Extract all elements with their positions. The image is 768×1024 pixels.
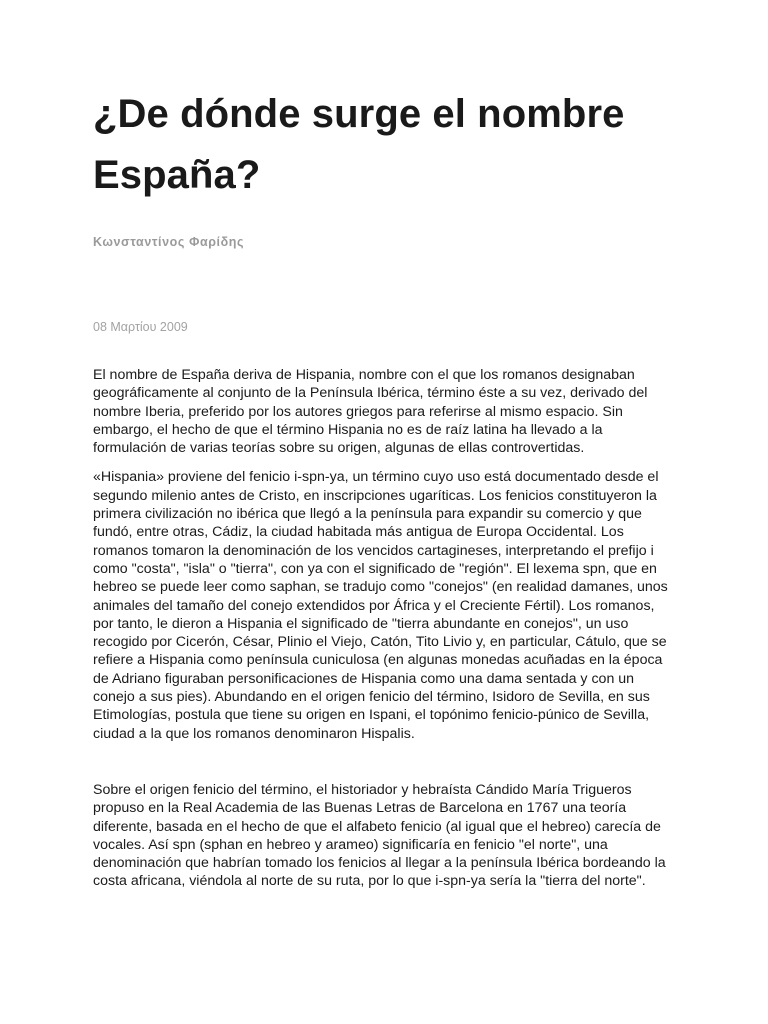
article-body <box>93 366 677 891</box>
paragraph: «Hispania» proviene del fenicio i-spn-ya, un término cuyo uso está documentado desde el segundo milenio antes de Cristo, en inscripciones ugaríticas. Los fenicios constituyeron la primera civilización no ibérica que llegó a la península para expandir su comercio y que fundó, entre otras, Cádiz, la ciudad habitada más antigua de Europa Occidental. Los romanos tomaron la denominación de los vencidos cartagineses, interpretando el prefijo i como "costa", "isla" o "tierra", con ya con el significado de "región". El lexema spn, que en hebreo se puede leer como saphan, se tradujo como "conejos" (en realidad damanes, unos animales del tamaño del conejo extendidos por África y el Creciente Fértil). Los romanos, por tanto, le dieron a Hispania el significado de "tierra abundante en conejos", un uso recogido por Cicerón, César, Plinio el Viejo, Catón, Tito Livio y, en particular, Cátulo, que se refiere a Hispania como península cuniculosa (en algunas monedas acuñadas en la época de Adriano figuraban personificaciones de Hispania como una dama sentada y con un conejo a sus pies). Abundando en el origen fenicio del término, Isidoro de Sevilla, en sus Etimologías, postula que tiene su origen en Ispani, el topónimo fenicio-púnico de Sevilla, ciudad a la que los romanos denominaron Hispalis. <box>93 469 668 742</box>
article-date: 08 Μαρτίου 2009 <box>93 320 188 334</box>
article-title: ¿De dónde surge el nombre España? <box>93 92 625 197</box>
paragraph: Sobre el origen fenicio del término, el historiador y hebraísta Cándido María Trigueros propuso en la Real Academia de las Buenas Letras de Barcelona en 1767 una teoría diferente, basada en el hecho de que el alfabeto fenicio (al igual que el hebreo) carecía de vocales. Así spn (sphan en hebreo y arameo) significaría en fenicio "el norte", una denominación que habrían tomado los fenicios al llegar a la península Ibérica bordeando la costa africana, viéndola al norte de su ruta, por lo que i-spn-ya sería la "tierra del norte". <box>93 781 666 890</box>
paragraph: El nombre de España deriva de Hispania, nombre con el que los romanos designaban geográficamente al conjunto de la Península Ibérica, término éste a su vez, derivado del nombre Iberia, preferido por los autores griegos para referirse al mismo espacio. Sin embargo, el hecho de que el término Hispania no es de raíz latina ha llevado a la formulación de varias teorías sobre su origen, algunas de ellas controvertidas. <box>93 367 648 457</box>
article-author: Κωνσταντίνος Φαρίδης <box>93 235 245 249</box>
